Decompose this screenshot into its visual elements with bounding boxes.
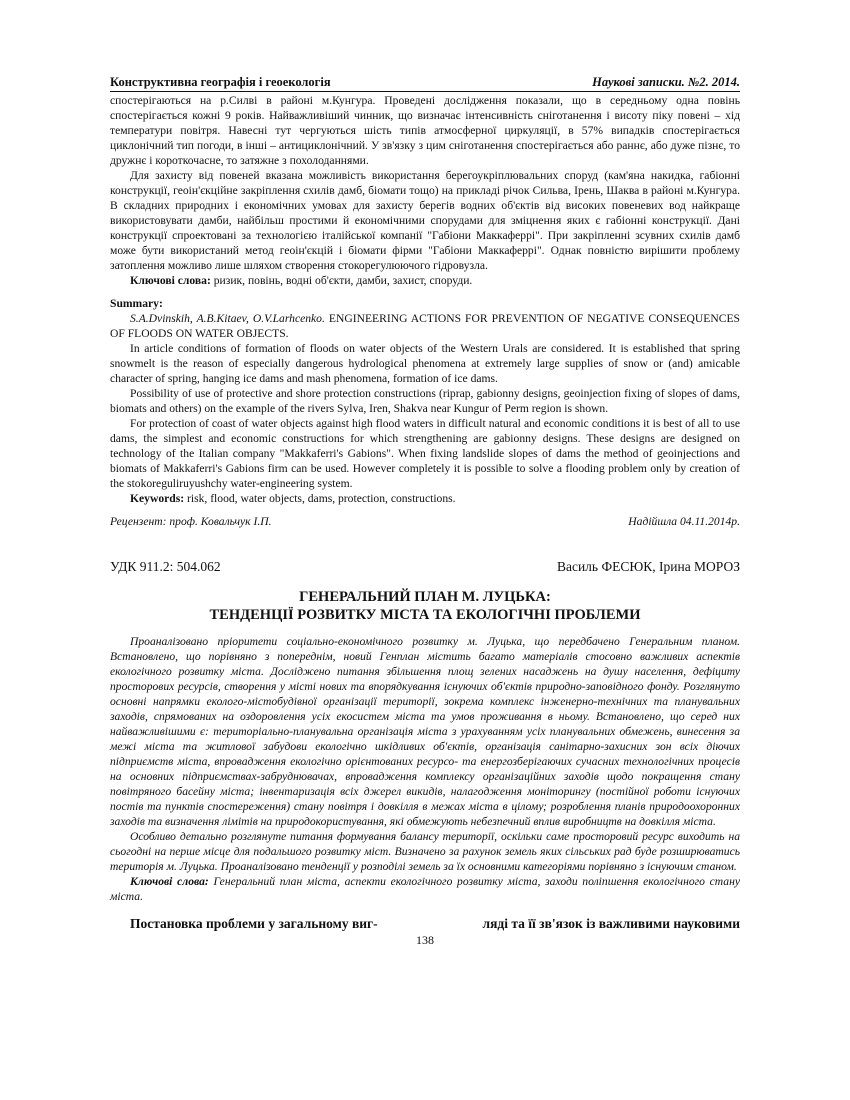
summary-paragraph-3: For protection of coast of water objects against high flood waters in difficult natural and economic conditions it is best of all to use dams, the simplest and economic constructions for which strengthening are gabionny designs. These designs are designed on technology of the Italian company "Makkaferri's Gabions". When fixing landslide slopes of dams the method of geoinjections and biomats of Makkaferri's Gabions firm can be used. However completely it is possible to solve a flooding problem only by creation of the stokoreguliruyushchy water-engineering system.: [110, 417, 740, 490]
summary-authors: S.A.Dvinskih, A.B.Kitaev, O.V.Larhcenko.: [130, 312, 325, 325]
prev-keywords-text: ризик, повінь, водні об'єкти, дамби, захист, споруди.: [210, 274, 473, 287]
summary-keywords-text: risk, flood, water objects, dams, protection, constructions.: [184, 492, 456, 505]
reviewer: Рецензент: проф. Ковальчук І.П.: [110, 515, 272, 528]
abstract-paragraph-2: Особливо детально розглянуте питання формування балансу території, оскільки саме просторовий ресурс виходить на сьогодні на перше місце для подальшого розвитку міст. Визначено за рахунок земель яких сільських рад буде розширюватись територія м. Луцька. Проаналізовано тенденції у розподілі земель за їх основними категоріями порівняно з існуючим станом.: [110, 830, 740, 873]
prev-keywords-label: Ключові слова:: [130, 274, 211, 287]
udk-code: УДК 911.2: 504.062: [110, 559, 221, 574]
abstract: [110, 634, 740, 904]
section-heading-columns: [110, 916, 740, 931]
journal-issue: Наукові записки. №2. 2014.: [592, 75, 740, 89]
article-keywords: [110, 874, 740, 904]
summary-paragraph-2: Possibility of use of protective and shore protection constructions (riprap, gabionny designs, geoinjection fixing of slopes of dams, biomats and others) on the example of the rivers Sylva, Iren, Shakva near Kungur of Perm region is shown.: [110, 387, 740, 415]
summary-paragraph-1: In article conditions of formation of floods on water objects of the Western Urals are considered. It is established that spring snowmelt is the reason of especially dangerous hydrological phenomena at extremely large supplies of snow or (and) amicable character of spring, hanging ice dams and mash phenomena, formation of ice dams.: [110, 342, 740, 385]
summary-heading: Summary:: [110, 297, 163, 310]
article-title-line-2: ТЕНДЕНЦІЇ РОЗВИТКУ МІСТА ТА ЕКОЛОГІЧНІ ПРОБЛЕМИ: [209, 607, 641, 623]
prev-paragraph-2: Для захисту від повеней вказана можливість використання берегоукріплювальних споруд (кам'яна накидка, габіонні конструкції, геоін'єкційне закріплення схилів дамб, біомати тощо) на прикладі річок Сильва, Ірень, Шаква в районі м.Кунгура. В складних природних і економічних умовах для захисту берегів водних об'єктів від високих повеневих вод найкраще використовувати дамби, найбільш простими й економічними спорудами для зміцнення яких є габіонні конструкції. Дані конструкції спроектовані за технологією італійської компанії "Габіони Маккаферрі". При закріпленні зсувних схилів дамб може бути використаний метод геоін'єкцій і біомати фірми "Габіони Маккаферрі". Однак повністю вирішити проблему затоплення можливо лише шляхом створення стокорегулюючого гідровузла.: [110, 169, 740, 272]
summary-keywords-label: Keywords:: [130, 492, 185, 505]
running-header: [110, 75, 740, 92]
abstract-paragraph-1: Проаналізовано пріоритети соціально-економічного розвитку м. Луцька, що передбачено Генеральним планом. Встановлено, що порівняно з попереднім, новий Генплан містить багато матеріалів стосовно важливих аспектів екологічного розвитку міста. Досліджено питання збільшення площ зелених насаджень на душу населення, дефіциту просторових ресурсів, створення у місті нових та впорядкування існуючих об'єктів природно-заповідного фонду. Розглянуто основні напрямки еколого-містобудівної організації території, зокрема комплекс інженерно-технічних та планувальних заходів, спрямованих на оздоровлення усіх екосистем міста та умов проживання в ньому. Встановлено, що серед них найважливішими є: територіально-планувальна організація міста з урахуванням усіх планувальних обмежень, винесення за межі міста та житлової забудови екологічно шкідливих об'єктів, організація санітарно-захисних зон всіх діючих підприємств міста, впровадження екологічно орієнтованих ресурсо- та енергозберігаючих сучасних технологічних процесів на основних підприємствах-забруднювачах, впровадження комплексу організаційних заходів щодо покращення стану повітряного басейну міста; інвентаризація всіх джерел викидів, налагодження моніторингу (постійної роботи існуючих постів та пунктів спостереження) стану повітря і довкілля в межах міста в цілому; розроблення планів природоохоронних заходів та визначення лімітів на природокористування, які обмежують небезпечний вплив виробництв на довкілля міста.: [110, 635, 740, 828]
review-line: [110, 514, 740, 529]
udk-line: [110, 559, 740, 574]
article-title-line-1: ГЕНЕРАЛЬНИЙ ПЛАН М. ЛУЦЬКА:: [299, 589, 551, 605]
prev-paragraph-1: спостерігаються на р.Силві в районі м.Кунгура. Проведені дослідження показали, що в середньому одна повінь спостерігається кожні 9 років. Найважливіший чинник, що визначає інтенсивність сніготанення і висоту піку повені – хід температури повітря. Навесні тут чергуються шість типів атмосферної циркуляції, в 57% випадків спостерігається циклонічний тип погоди, в інші – антициклонічний. У зв'язку з цим сніготанення спостерігається або раннє, або дуже пізнє, то дружнє і короткочасне, то затяжне з похолоданнями.: [110, 94, 740, 167]
journal-section: Конструктивна географія і геоекологія: [110, 75, 331, 89]
article-authors: Василь ФЕСЮК, Ірина МОРОЗ: [556, 559, 740, 574]
received-date: Надійшла 04.11.2014р.: [628, 515, 740, 528]
section-heading-left: Постановка проблеми у загальному виг-: [130, 916, 378, 931]
summary-title: [110, 311, 740, 341]
summary-keywords: [110, 491, 740, 506]
page-number: 138: [416, 933, 434, 947]
summary-title-text: ENGINEERING ACTIONS FOR PREVENTION OF NEGATIVE CONSEQUENCES OF FLOODS ON WATER OBJECTS.: [110, 312, 740, 340]
article-keywords-text: Генеральний план міста, аспекти екологічного розвитку міста, заходи поліпшення екологічного стану міста.: [110, 875, 740, 903]
page: [110, 75, 740, 948]
section-heading-right: ляді та її зв'язок із важливими науковими: [482, 916, 740, 931]
prev-keywords: [110, 273, 740, 288]
article-keywords-label: Ключові слова:: [130, 875, 209, 888]
article-title: [110, 588, 740, 624]
